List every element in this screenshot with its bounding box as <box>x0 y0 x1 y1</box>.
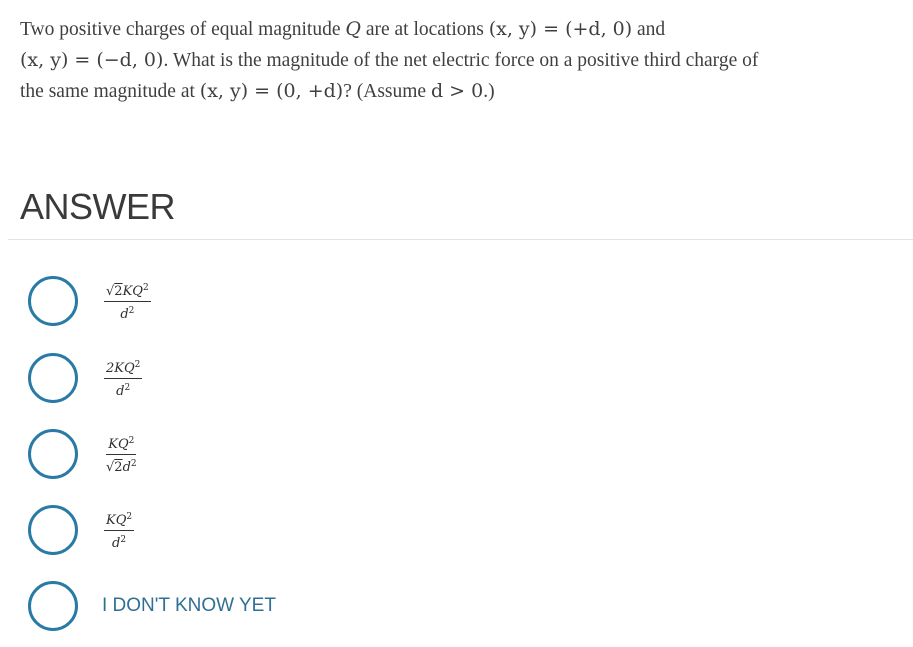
answer-option-idk[interactable] <box>28 578 628 634</box>
fraction-numerator: $√2KQ^2$ <box>104 279 151 302</box>
math-location-3: (x, y) = (0, +d) <box>199 80 344 102</box>
question-fragment: . What is the magnitude of the net electric force on a positive third charge of <box>163 50 759 71</box>
answer-heading: ANSWER <box>20 186 176 227</box>
math-Q: Q <box>345 18 361 40</box>
option-4-fraction <box>104 508 134 553</box>
question-text <box>20 14 900 107</box>
answer-option-3[interactable] <box>28 426 628 482</box>
radio-button[interactable] <box>28 353 78 403</box>
fraction-numerator: $KQ^2$ <box>104 508 134 531</box>
question-fragment: the same magnitude at <box>20 81 200 102</box>
fraction-denominator: $d^2$ <box>116 382 131 399</box>
question-fragment: and <box>632 19 666 40</box>
radio-button[interactable] <box>28 429 78 479</box>
fraction-denominator: $d^2$ <box>112 534 127 551</box>
option-1-fraction <box>104 279 151 324</box>
radio-button[interactable] <box>28 276 78 326</box>
radio-button[interactable] <box>28 581 78 631</box>
answer-option-2[interactable] <box>28 350 628 406</box>
math-location-2: (x, y) = (−d, 0) <box>20 49 164 71</box>
question-fragment: .) <box>483 81 495 102</box>
answer-option-4[interactable] <box>28 502 628 558</box>
radio-button[interactable] <box>28 505 78 555</box>
fraction-numerator: $KQ^2$ <box>106 432 136 455</box>
question-fragment: are at locations <box>360 19 489 40</box>
fraction-denominator: $√2d^2$ <box>106 458 137 475</box>
idk-label: I DON'T KNOW YET <box>102 595 276 616</box>
answer-option-1[interactable] <box>28 273 628 329</box>
fraction-numerator: $2KQ^2$ <box>104 356 142 379</box>
divider <box>8 239 913 240</box>
question-fragment: ? (Assume <box>343 81 431 102</box>
option-2-fraction <box>104 356 142 401</box>
fraction-denominator: $d^2$ <box>120 305 135 322</box>
math-location-1: (x, y) = (+d, 0) <box>488 18 633 40</box>
option-3-fraction <box>104 432 139 477</box>
math-assumption: d > 0 <box>430 80 484 102</box>
question-fragment: Two positive charges of equal magnitude <box>20 19 346 40</box>
